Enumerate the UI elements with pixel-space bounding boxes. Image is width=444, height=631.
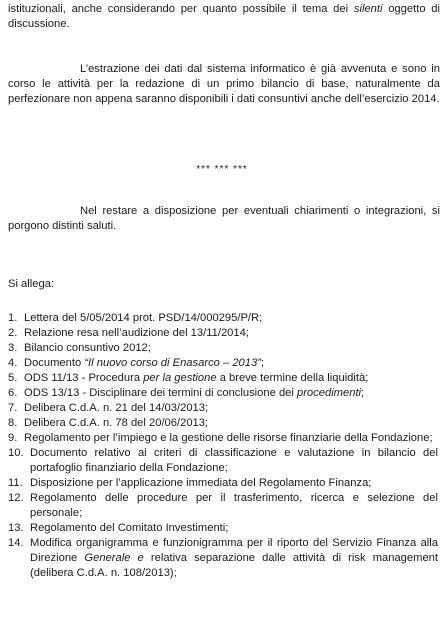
paragraph-intro-tail: oggetto di discussione. (8, 3, 440, 30)
list-item (8, 356, 438, 371)
list-item-italic: Generale e (84, 552, 144, 564)
list-item-text: Modifica organigramma e funzionigramma per il riporto del Servizio Finanza alla Direzione (30, 537, 438, 564)
list-item-tail: relativa separazione dalle attività di risk management (delibera C.d.A. n. 108/2013); (30, 552, 439, 579)
paragraph-data-extraction: L’estrazione dei dati dal sistema informatico è già avvenuta e sono in corso le attività per la redazione di un primo bilancio di base, naturalmente da perfezionare non appena saranno disponibili i dati consuntivi anche dell’esercizio 2014. (8, 63, 440, 105)
attachments-label: Si allega: (8, 278, 55, 290)
section-separator: *** *** *** (196, 164, 248, 175)
paragraph-intro-italic: silenti (353, 3, 383, 15)
list-item-text: Delibera C.d.A. n. 21 del 14/03/2013; (24, 402, 209, 414)
list-item-number: 3. (8, 342, 18, 354)
list-item-number: 13. (8, 522, 24, 534)
list-item (8, 386, 438, 401)
list-item-text: Disposizione per l’applicazione immediata del Regolamento Finanza; (30, 477, 372, 489)
list-item (8, 476, 438, 491)
attachments-list (8, 311, 438, 581)
list-item (8, 446, 438, 476)
list-item-number: 7. (8, 402, 18, 414)
list-item (8, 311, 438, 326)
list-item (8, 341, 438, 356)
list-item (8, 401, 438, 416)
paragraph-intro (8, 2, 440, 32)
list-item-number: 10. (8, 447, 24, 459)
list-item-number: 1. (8, 312, 18, 324)
list-item-number: 8. (8, 417, 18, 429)
list-item-number: 9. (8, 432, 18, 444)
list-item-text: Regolamento per l’impiego e la gestione delle risorse finanziarie della Fondazione; (24, 432, 433, 444)
list-item-number: 11. (8, 477, 23, 489)
list-item-number: 6. (8, 387, 18, 399)
list-item-italic: procedimenti (296, 387, 362, 399)
list-item-text: Regolamento delle procedure per il trasferimento, ricerca e selezione del personale; (30, 492, 438, 519)
list-item-number: 4. (8, 357, 18, 369)
list-item (8, 416, 438, 431)
list-item-number: 5. (8, 372, 18, 384)
list-item-number: 12. (8, 492, 24, 504)
list-item-number: 14. (8, 537, 24, 549)
list-item-text: Documento relativo ai criteri di classificazione e valutazione in bilancio del portafoglio finanziario della Fondazione; (30, 447, 438, 474)
paragraph-closing: Nel restare a disposizione per eventuali chiarimenti o integrazioni, si porgono distinti saluti. (8, 205, 440, 232)
list-item-text: Regolamento del Comitato Investimenti; (30, 522, 229, 534)
list-item-italic: per la gestione (143, 372, 217, 384)
list-item-tail: ; (361, 387, 365, 399)
list-item-tail: a breve termine della liquidità; (216, 372, 369, 384)
list-item-text: Documento (24, 357, 85, 369)
list-item-text: ODS 11/13 - Procedura (24, 372, 144, 384)
list-item-text: ODS 13/13 - Disciplinare dei termini di conclusione dei (24, 387, 297, 399)
list-item (8, 431, 438, 446)
list-item-text: Lettera del 5/05/2014 prot. PSD/14/000295/P/R; (24, 312, 263, 324)
list-item-text: Delibera C.d.A. n. 78 del 20/06/2013; (24, 417, 209, 429)
list-item (8, 371, 438, 386)
paragraph-intro-text: istituzionali, anche considerando per quanto possibile il tema dei (8, 3, 354, 15)
list-item (8, 326, 438, 341)
list-item (8, 521, 438, 536)
list-item-tail: ; (260, 357, 265, 369)
list-item-italic: “Il nuovo corso di Enasarco – 2013” (84, 357, 261, 369)
list-item (8, 491, 438, 521)
list-item (8, 536, 438, 581)
list-item-number: 2. (8, 327, 18, 339)
list-item-text: Relazione resa nell’audizione del 13/11/2014; (24, 327, 249, 339)
list-item-text: Bilancio consuntivo 2012; (24, 342, 151, 354)
